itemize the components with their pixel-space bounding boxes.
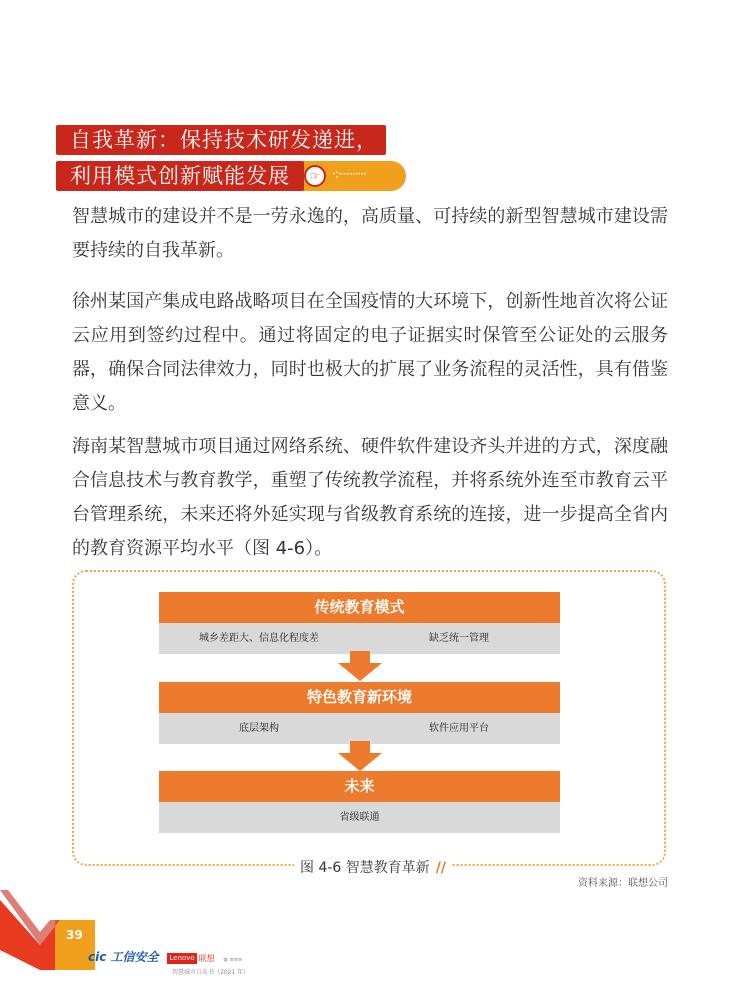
- paragraph-1: 智慧城市的建设并不是一劳永逸的，高质量、可持续的新型智慧城市建设需要持续的自我革新。: [72, 206, 668, 261]
- lenovo-cn-logo: 联想: [198, 954, 215, 963]
- stage-item: 城乡差距大、信息化程度差: [199, 633, 319, 644]
- stage-item: 软件应用平台: [429, 723, 489, 734]
- down-arrow-icon: [338, 651, 382, 681]
- stage-item: 底层架构: [239, 723, 279, 734]
- figure-source: 资料来源：联想公司: [578, 878, 668, 889]
- stage-body-new-environment: [159, 713, 560, 744]
- footer-note: 智慧城市白皮书（2021 年）: [172, 969, 250, 976]
- stage-body-future: [159, 802, 560, 833]
- stage-header-future: 未来: [159, 771, 560, 802]
- stage-body-traditional: [159, 623, 560, 654]
- slash-decoration-icon: //: [435, 860, 447, 876]
- paragraph-3: 海南某智慧城市项目通过网络系统、硬件软件建设齐头并进的方式，深度融合信息技术与教育教学，重塑了传统教学流程，并将系统外连至市教育云平台管理系统，未来还将外延实现与省级教育系统的连接，进一步提高全省内的教育资源平均水平（图 4-6）。: [72, 436, 668, 559]
- hand-point-icon: ☞: [304, 165, 326, 187]
- heading-decoration: [296, 161, 406, 191]
- section-heading-line2: 利用模式创新赋能发展: [56, 161, 304, 191]
- paragraph-2: 徐州某国产集成电路战略项目在全国疫情的大环境下，创新性地首次将公证云应用到签约过程中。通过将固定的电子证据实时保管至公证处的云服务器，确保合同法律效力，同时也极大的扩展了业务流程的灵活性，具有借鉴意义。: [72, 291, 668, 414]
- down-arrow-icon: [338, 741, 382, 771]
- stage-item: 省级联通: [339, 812, 380, 823]
- footer-logos: [88, 950, 268, 964]
- page-number: 39: [66, 928, 83, 942]
- stage-header-traditional: 传统教育模式: [159, 592, 560, 623]
- caption-text: 图 4-6 智慧教育革新: [300, 860, 430, 876]
- stage-header-new-environment: 特色教育新环境: [159, 682, 560, 713]
- stage-item: 缺乏统一管理: [429, 633, 489, 644]
- partner-logo-icon: ◍ ≡≡≡: [223, 957, 243, 963]
- lenovo-logo: Lenovo: [169, 954, 195, 962]
- cic-logo: cic 工信安全: [88, 950, 159, 964]
- section-heading-line1: 自我革新：保持技术研发递进，: [56, 125, 386, 155]
- figure-caption: [294, 856, 452, 880]
- dotted-line-icon: ·:··········: [332, 167, 367, 181]
